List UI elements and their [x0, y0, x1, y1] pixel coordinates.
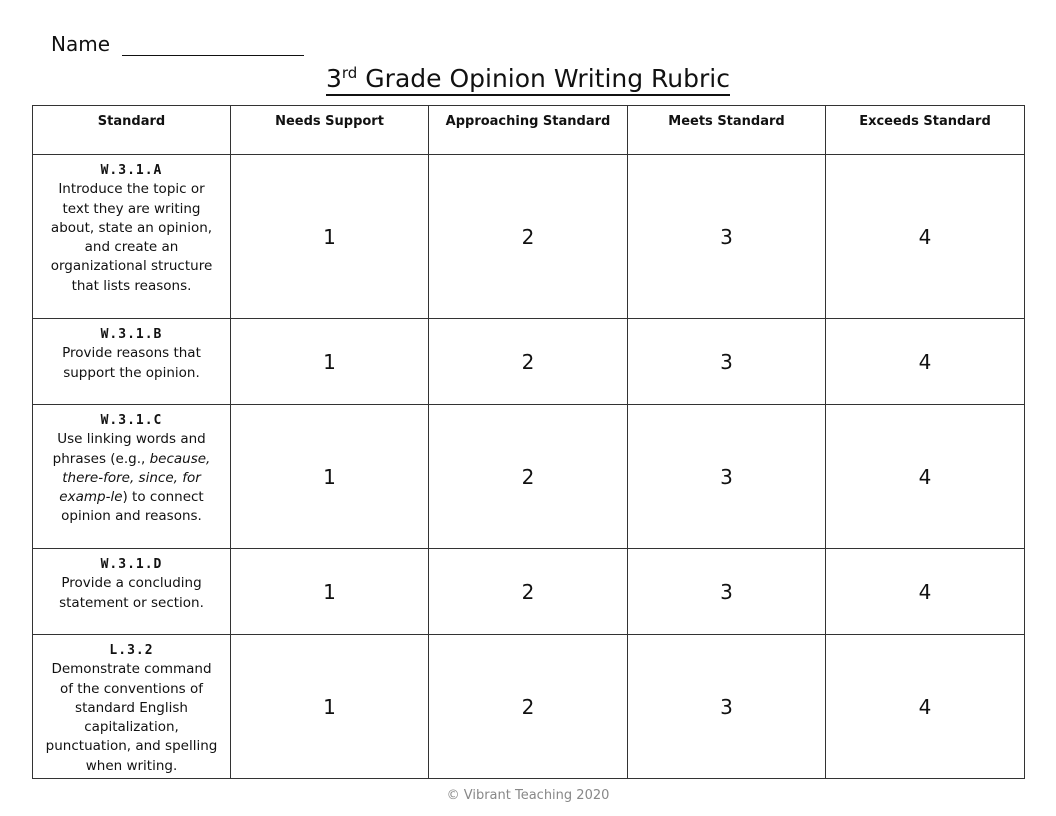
title-text — [326, 64, 730, 96]
standard-cell — [33, 319, 231, 405]
column-header-exceeds-standard: Exceeds Standard — [826, 106, 1025, 155]
standard-code: W.3.1.C — [100, 413, 163, 428]
score-needs-support[interactable]: 1 — [231, 155, 429, 319]
standard-description-examples: because, there-fore, since, for examp-le — [59, 450, 211, 506]
title-rest: Grade Opinion Writing Rubric — [357, 64, 730, 93]
column-header-meets-standard: Meets Standard — [628, 106, 826, 155]
table-row — [33, 319, 1025, 405]
standard-cell — [33, 635, 231, 779]
standard-description: Introduce the topic or text they are writing about, state an opinion, and create an organizational structure that lists reasons. — [50, 181, 213, 294]
score-exceeds[interactable]: 4 — [826, 405, 1025, 549]
header-row — [33, 106, 1025, 155]
score-needs-support[interactable]: 1 — [231, 549, 429, 635]
score-needs-support[interactable]: 1 — [231, 635, 429, 779]
title-superscript: rd — [341, 64, 358, 82]
column-header-approaching-standard: Approaching Standard — [429, 106, 628, 155]
score-approaching[interactable]: 2 — [429, 319, 628, 405]
score-exceeds[interactable]: 4 — [826, 635, 1025, 779]
rubric-table — [32, 105, 1025, 779]
score-exceeds[interactable]: 4 — [826, 549, 1025, 635]
name-blank-line[interactable] — [122, 31, 304, 56]
name-label: Name — [51, 32, 111, 56]
score-exceeds[interactable]: 4 — [826, 319, 1025, 405]
score-meets[interactable]: 3 — [628, 549, 826, 635]
column-header-standard: Standard — [33, 106, 231, 155]
score-needs-support[interactable]: 1 — [231, 405, 429, 549]
table-row — [33, 635, 1025, 779]
standard-description: Provide a concluding statement or section. — [59, 575, 204, 611]
score-needs-support[interactable]: 1 — [231, 319, 429, 405]
score-approaching[interactable]: 2 — [429, 155, 628, 319]
column-header-needs-support: Needs Support — [231, 106, 429, 155]
score-approaching[interactable]: 2 — [429, 635, 628, 779]
standard-cell — [33, 549, 231, 635]
title-grade-number: 3 — [326, 64, 342, 93]
score-approaching[interactable]: 2 — [429, 405, 628, 549]
standard-description: Demonstrate command of the conventions of standard English capitalization, punctuation, and spelling when writing. — [45, 661, 218, 774]
score-meets[interactable]: 3 — [628, 319, 826, 405]
score-approaching[interactable]: 2 — [429, 549, 628, 635]
standard-cell — [33, 155, 231, 319]
page-title — [0, 62, 1056, 96]
score-meets[interactable]: 3 — [628, 155, 826, 319]
name-field — [51, 31, 304, 56]
table-row — [33, 155, 1025, 319]
standard-description-end: ) to connect opinion and reasons. — [61, 489, 204, 525]
standard-code: W.3.1.A — [100, 163, 163, 178]
standard-description: Provide reasons that support the opinion. — [62, 345, 201, 381]
table-row — [33, 549, 1025, 635]
score-exceeds[interactable]: 4 — [826, 155, 1025, 319]
copyright-notice: © Vibrant Teaching 2020 — [446, 788, 610, 803]
score-meets[interactable]: 3 — [628, 635, 826, 779]
standard-description-start: Use linking words and phrases (e.g., — [52, 431, 206, 467]
table-row — [33, 405, 1025, 549]
standard-code: W.3.1.B — [100, 327, 163, 342]
standard-code: W.3.1.D — [100, 557, 163, 572]
score-meets[interactable]: 3 — [628, 405, 826, 549]
standard-code: L.3.2 — [109, 643, 154, 658]
standard-cell — [33, 405, 231, 549]
